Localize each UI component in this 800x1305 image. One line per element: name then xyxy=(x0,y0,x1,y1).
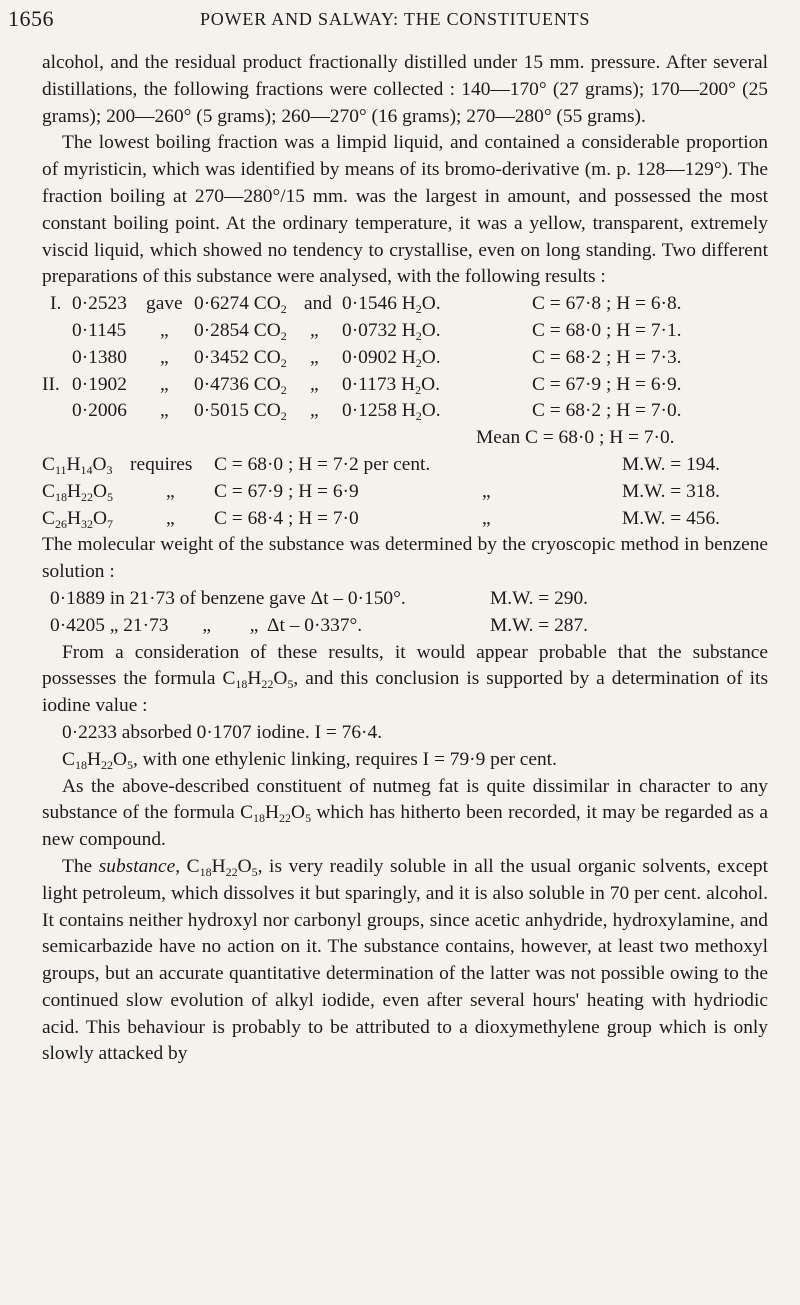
analysis-verb: „ xyxy=(160,319,169,341)
analysis-h2o: 0·0732 $H_2O$. xyxy=(342,319,441,343)
analysis-verb: „ xyxy=(160,346,169,368)
analysis-sample: 0·1902 xyxy=(72,373,127,395)
requirement-mw: M.W. = 456. xyxy=(622,507,721,529)
analysis-row xyxy=(42,291,768,318)
requirement-mw: M.W. = 194. xyxy=(622,453,721,475)
cryo-mw: M.W. = 287. xyxy=(490,614,589,636)
running-title: POWER AND SALWAY: THE CONSTITUENTS xyxy=(200,9,591,29)
requirement-row xyxy=(42,506,768,533)
analysis-h2o: 0·1173 $H_2O$. xyxy=(342,373,440,397)
analysis-sample: 0·2006 xyxy=(72,400,127,422)
analysis-conj: „ xyxy=(310,319,319,341)
analysis-co2: 0·2854 $CO_2$ xyxy=(194,319,287,343)
analysis-result: C = 68·0 ; H = 7·1. xyxy=(532,319,682,341)
analysis-conj: and xyxy=(304,293,332,315)
analysis-co2: 0·3452 $CO_2$ xyxy=(194,346,287,370)
analysis-result: C = 67·9 ; H = 6·9. xyxy=(532,373,682,395)
requirement-lead: „ xyxy=(166,507,175,529)
requirement-ditto: „ xyxy=(482,480,491,502)
analysis-verb: „ xyxy=(160,373,169,395)
analysis-conj: „ xyxy=(310,400,319,422)
analysis-sample: 0·1380 xyxy=(72,346,127,368)
analysis-h2o: 0·1258 $H_2O$. xyxy=(342,400,441,424)
analysis-row xyxy=(42,318,768,345)
requirement-row xyxy=(42,452,768,479)
analysis-table xyxy=(42,291,768,452)
analysis-conj: „ xyxy=(310,373,319,395)
cryo-text: 0·1889 in 21·73 of benzene gave Δt – 0·150°. xyxy=(50,587,406,609)
analysis-h2o: 0·0902 $H_2O$. xyxy=(342,346,441,370)
requirement-lead: requires xyxy=(130,453,193,475)
analysis-conj: „ xyxy=(310,346,319,368)
cryo-text: 0·4205 „ 21·73 „ „ Δt – 0·337°. xyxy=(50,614,363,636)
analysis-co2: 0·6274 $CO_2$ xyxy=(194,293,287,317)
analysis-mean: Mean C = 68·0 ; H = 7·0. xyxy=(476,427,675,449)
analysis-label: II. xyxy=(42,373,60,395)
paragraph-molecular-weight: The molecular weight of the substance was determined by the cryoscopic method in benzene solution : xyxy=(42,534,768,583)
cryoscopic-results xyxy=(42,586,768,640)
analysis-sample: 0·1145 xyxy=(72,319,127,341)
requirement-values: C = 68·0 ; H = 7·2 per cent. xyxy=(214,453,431,475)
cryo-row xyxy=(42,586,768,613)
page-number: 1656 xyxy=(8,6,54,31)
analysis-label: I. xyxy=(50,293,62,315)
analysis-co2: 0·4736 $CO_2$ xyxy=(194,373,287,397)
page-header xyxy=(0,6,800,38)
analysis-result: C = 68·2 ; H = 7·3. xyxy=(532,346,682,368)
paragraph-solubility: The substance, $C_{18}H_{22}O_5$, is very readily soluble in all the usual organic solvents, except light petroleum, which dissolves it but sparingly, and it is also soluble in 70 per cent. alcohol. It contains neither hydroxyl nor carbonyl groups, since acetic anhydride, hydroxylamine, and semicarbazide have no action on it. The substance contains, however, at least two methoxyl groups, but an accurate quantitative determination of the latter was not possible owing to the continued slow evolution of alkyl iodide, even after several hours' heating with hydriodic acid. This behaviour is probably to be attributed to a dioxymethylene group which is only slowly attacked by xyxy=(42,855,768,1065)
analysis-result: C = 68·2 ; H = 7·0. xyxy=(532,400,682,422)
requirement-row xyxy=(42,479,768,506)
requirement-lead: „ xyxy=(166,480,175,502)
cryo-mw: M.W. = 290. xyxy=(490,587,589,609)
analysis-row xyxy=(42,345,768,372)
analysis-h2o: 0·1546 $H_2O$. xyxy=(342,293,441,317)
analysis-co2: 0·5015 $CO_2$ xyxy=(194,400,287,424)
iodine-requirement-line: $C_{18}H_{22}O_5$, with one ethylenic linking, requires I = 79·9 per cent. xyxy=(62,748,557,772)
requirement-values: C = 67·9 ; H = 6·9 xyxy=(214,480,359,502)
paragraph-description: The lowest boiling fraction was a limpid liquid, and contained a considerable proportion of myristicin, which was identified by means of its bromo-derivative (m. p. 128—129°). The fraction boiling at 270—280°/15 mm. was the largest in amount, and possessed the most constant boiling point. At the ordinary temperature, it was a yellow, transparent, extremely viscid liquid, which showed no tendency to crystallise, even on long standing. Two different preparations of this substance were analysed, with the following results : xyxy=(42,132,768,288)
requirement-ditto: „ xyxy=(482,507,491,529)
article-body xyxy=(42,50,768,1068)
paragraph-new-compound: As the above-described constituent of nutmeg fat is quite dissimilar in character to any substance of the formula $C_{18}H_{22}O_5$ which has hitherto been recorded, it may be regarded as a new compound. xyxy=(42,775,768,851)
analysis-mean-row xyxy=(42,425,768,452)
analysis-row xyxy=(42,372,768,399)
formula-requirements xyxy=(42,452,768,532)
paragraph-fractions: alcohol, and the residual product fractionally distilled under 15 mm. pressure. After several distillations, the following fractions were collected : 140—170° (27 grams); 170—200° (25 grams); 200—260° (5 grams); 260—270° (16 grams); 270—280° (55 grams). xyxy=(42,52,768,127)
formula: $C_{18}H_{22}O_5$ xyxy=(42,480,113,504)
analysis-sample: 0·2523 xyxy=(72,293,127,315)
formula: $C_{26}H_{32}O_7$ xyxy=(42,507,113,531)
analysis-verb: „ xyxy=(160,400,169,422)
iodine-absorbed-line: 0·2233 absorbed 0·1707 iodine. I = 76·4. xyxy=(62,721,383,743)
paragraph-formula-conclusion: From a consideration of these results, it would appear probable that the substance possesses the formula $C_{18}H_{22}O_5$, and this conclusion is supported by a determination of its iodine value : xyxy=(42,641,768,717)
italic-term: substance xyxy=(98,855,176,877)
analysis-row xyxy=(42,398,768,425)
formula: $C_{11}H_{14}O_3$ xyxy=(42,453,113,477)
requirement-mw: M.W. = 318. xyxy=(622,480,721,502)
analysis-verb: gave xyxy=(146,293,183,315)
analysis-result: C = 67·8 ; H = 6·8. xyxy=(532,293,682,315)
cryo-row xyxy=(42,613,768,640)
requirement-values: C = 68·4 ; H = 7·0 xyxy=(214,507,359,529)
